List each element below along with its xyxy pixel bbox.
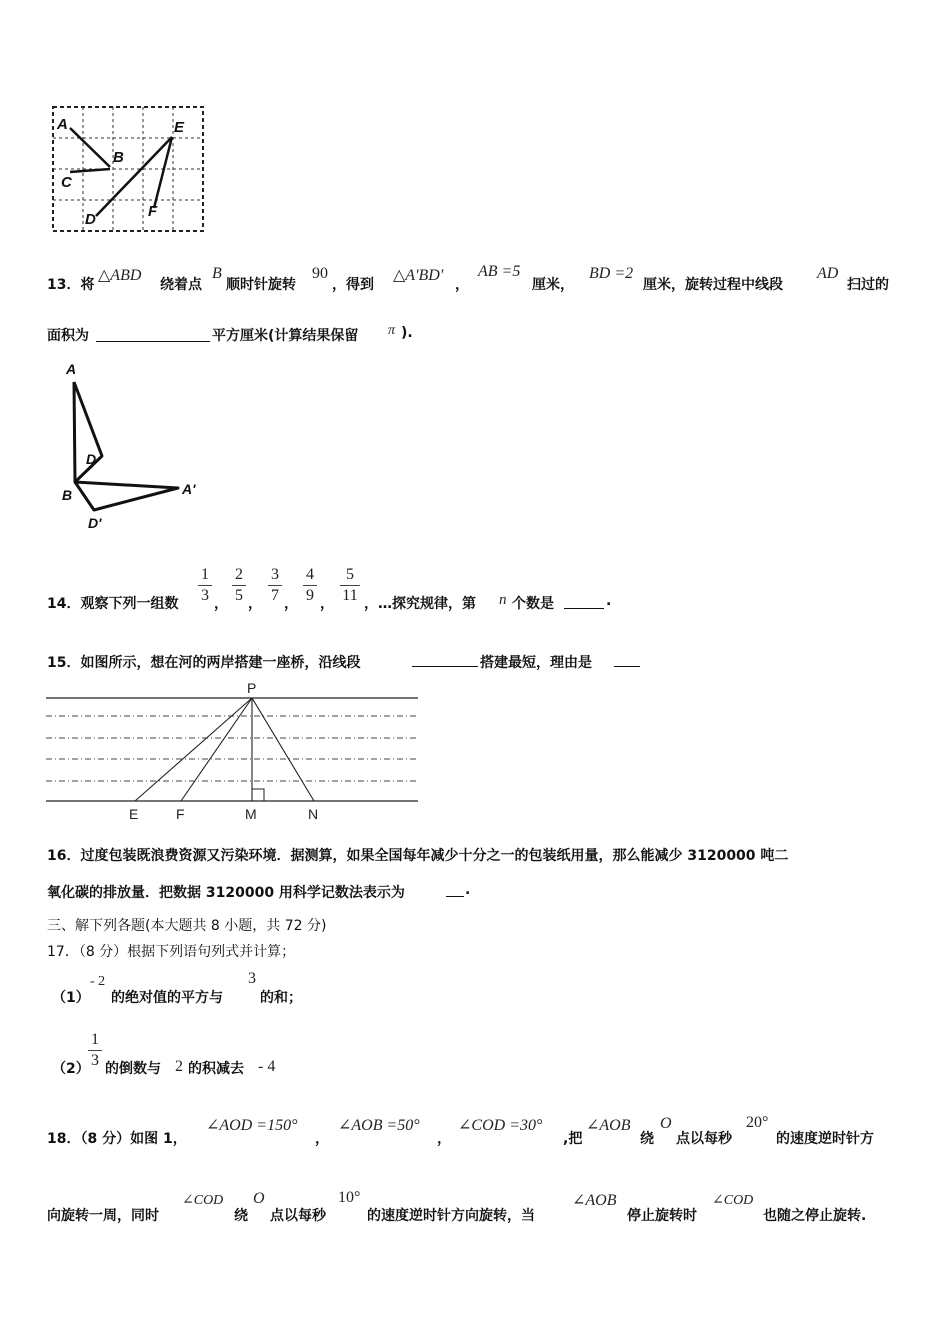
label-F: F [176, 806, 185, 822]
q13-text-3: ，得到 [332, 277, 374, 293]
fraction-5: 5 11 [340, 566, 360, 605]
q13-ab: AB =5 [478, 263, 521, 280]
q14-text-end: 个数是 [512, 596, 554, 612]
q13-answer-blank [96, 326, 210, 342]
q17-part-1-label: （1） [52, 990, 90, 1006]
q13-line2-c: ). [401, 325, 413, 341]
label-D-prime: D' [88, 515, 102, 531]
q17-three: 3 [248, 970, 256, 987]
q13-sep: ， [455, 277, 469, 293]
q18-angle-aob-3: ∠AOB [572, 1192, 617, 1209]
q18-angle-aob: ∠AOB =50° [338, 1117, 420, 1134]
q13-number: 13．将 [47, 277, 95, 293]
rotation-figure [58, 360, 208, 536]
q18-angle-cod-3: ∠COD [712, 1193, 754, 1208]
grid-figure [50, 104, 208, 236]
q13-text-1: 绕着点 [160, 277, 202, 293]
q13-triangle-abd: △ABD [98, 267, 142, 284]
q13-line2-a: 面积为 [47, 328, 89, 344]
q13-unit: 厘米， [532, 277, 574, 293]
q18-angle-cod: ∠COD =30° [458, 1117, 543, 1134]
q18-line2-a: 向旋转一周，同时 [47, 1208, 159, 1224]
q13-point-b: B [212, 265, 222, 282]
q18-head: 18．（8 分）如图 1， [47, 1131, 187, 1147]
label-D: D [86, 451, 97, 467]
q18-point-o: O [660, 1115, 672, 1132]
q18-line2-d: 的速度逆时针方向旋转，当 [367, 1208, 535, 1224]
fraction-1: 1 3 [198, 566, 212, 605]
q17-part-1-end: 的和； [260, 990, 302, 1006]
q18-angle-aob-2: ∠AOB [586, 1117, 631, 1134]
q18-line2-e: 停止旋转时 [627, 1208, 697, 1224]
q14-answer-blank [564, 594, 604, 609]
label-A: A [66, 361, 77, 377]
q13-bd: BD =2 [589, 265, 634, 282]
q18-angle-cod-2: ∠COD [182, 1193, 224, 1208]
q15-text-2: 搭建最短，理由是 [480, 655, 592, 671]
q18-text-1: ,把 [563, 1131, 583, 1147]
q14-n: n [499, 592, 507, 608]
q17-part-2-text-2: 的积减去 [188, 1061, 244, 1077]
comma: ， [315, 1131, 329, 1147]
q15-text: 15．如图所示，想在河的两岸搭建一座桥，沿线段 [47, 655, 361, 671]
label-E: E [174, 119, 185, 136]
label-N: N [308, 806, 319, 822]
q15-answer-blank-2 [614, 652, 640, 667]
q18-line2-f: 也随之停止旋转. [763, 1208, 867, 1224]
comma: ， [437, 1131, 451, 1147]
q18-text-2: 绕 [640, 1131, 654, 1147]
label-E: E [129, 806, 139, 822]
label-M: M [245, 806, 257, 822]
q17-part-1-text: 的绝对值的平方与 [111, 990, 223, 1006]
comma: ， [284, 596, 298, 612]
q17-part-2-text: 的倒数与 [105, 1061, 161, 1077]
comma: ， [248, 596, 262, 612]
river-figure [44, 678, 424, 824]
q18-line2-c: 点以每秒 [270, 1208, 326, 1224]
q17-fraction: 1 3 [88, 1031, 102, 1070]
section-3-heading: 三、解下列各题(本大题共 8 小题，共 72 分) [47, 918, 327, 934]
q17-two: 2 [175, 1058, 183, 1075]
q13-text-5: 扫过的 [847, 277, 889, 293]
label-A-prime: A' [182, 481, 196, 497]
q16-line-1: 16．过度包装既浪费资源又污染环境．据测算，如果全国每年减少十分之一的包装纸用量，那么能减少 3120000 吨二 [47, 848, 789, 864]
q18-point-o-2: O [253, 1190, 265, 1207]
q13-pi: π [388, 323, 396, 338]
comma: ， [214, 596, 228, 612]
q13-segment-ad: AD [817, 265, 839, 282]
q17-neg-two: - 2 [90, 974, 106, 989]
q18-speed-2: 10° [338, 1189, 361, 1206]
comma: ， [320, 596, 334, 612]
q18-speed-1: 20° [746, 1114, 769, 1131]
q17-neg-four: - 4 [258, 1058, 276, 1075]
fraction-3: 3 7 [268, 566, 282, 605]
fraction-2: 2 5 [232, 566, 246, 605]
q17-part-2-label: （2） [52, 1061, 90, 1077]
q13-triangle-abd-prime: △A'BD' [393, 267, 444, 284]
q13-degree: 90 [312, 265, 328, 282]
q18-angle-aod: ∠AOD =150° [206, 1117, 298, 1134]
label-F: F [148, 203, 158, 220]
label-C: C [61, 174, 72, 191]
label-B: B [62, 487, 73, 503]
q16-period: . [465, 882, 471, 898]
q13-line2-b: 平方厘米(计算结果保留 [212, 328, 359, 344]
q15-answer-blank-1 [412, 652, 478, 667]
q18-text-3: 点以每秒 [676, 1131, 732, 1147]
label-B: B [113, 149, 124, 166]
q14-text-after: ，…探究规律，第 [364, 596, 476, 612]
fraction-4: 4 9 [303, 566, 317, 605]
q16-answer-blank [446, 882, 464, 897]
q18-text-4: 的速度逆时针方 [776, 1131, 874, 1147]
q13-text-4: 厘米，旋转过程中线段 [643, 277, 783, 293]
q16-line-2: 氧化碳的排放量．把数据 3120000 用科学记数法表示为 [47, 885, 405, 901]
label-D: D [85, 211, 96, 228]
q14-text-before: 14．观察下列一组数 [47, 596, 179, 612]
q14-period: . [606, 593, 612, 609]
q17-title: 17．（8 分）根据下列语句列式并计算； [47, 944, 296, 960]
q18-line2-b: 绕 [234, 1208, 248, 1224]
label-A: A [57, 116, 68, 133]
q13-text-2: 顺时针旋转 [226, 277, 296, 293]
label-P: P [247, 680, 257, 696]
